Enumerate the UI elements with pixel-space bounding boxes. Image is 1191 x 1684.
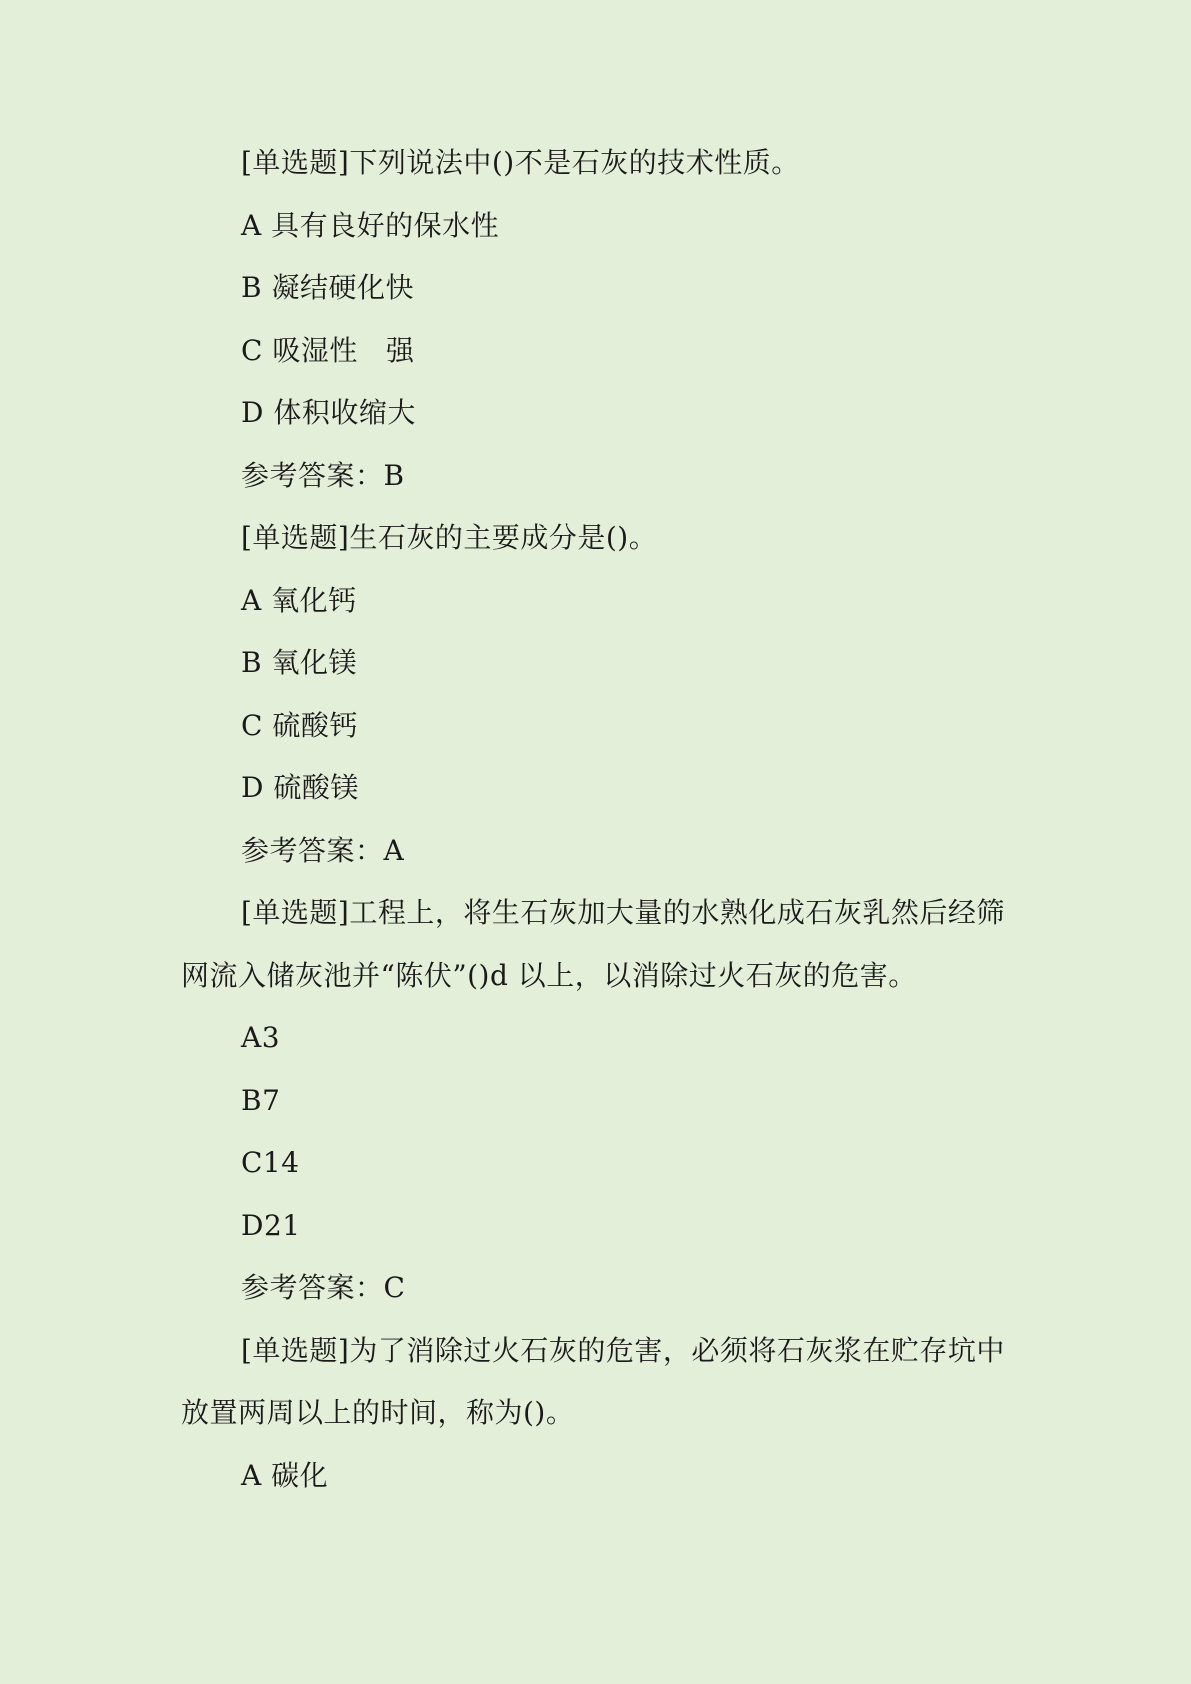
question-stem: [单选题]生石灰的主要成分是()。 — [241, 521, 658, 554]
option-item: B7 — [241, 1083, 281, 1117]
option-item: B 凝结硬化快 — [241, 271, 414, 304]
option-item: C 硫酸钙 — [241, 708, 358, 742]
option-item: A3 — [241, 1021, 281, 1054]
answer-line: 参考答案：C — [241, 1271, 406, 1304]
option-item: A 具有良好的保水性 — [241, 208, 500, 242]
answer-line: 参考答案：B — [241, 458, 405, 492]
option-item: A 氧化钙 — [241, 583, 357, 617]
option-item: C 吸湿性 强 — [241, 333, 415, 367]
option-item: A 碳化 — [241, 1458, 329, 1492]
option-item: B 氧化镁 — [241, 646, 357, 679]
answer-line: 参考答案：A — [241, 833, 405, 867]
option-item: D 体积收缩大 — [241, 396, 416, 429]
question-stem: [单选题]下列说法中()不是石灰的技术性质。 — [241, 146, 800, 179]
question-stem: [单选题]工程上，将生石灰加大量的水熟化成石灰乳然后经筛网流入储灰池并“陈伏”()d 以上，以消除过火石灰的危害。 — [181, 896, 1005, 992]
option-item: C14 — [241, 1146, 300, 1179]
question-stem: [单选题]为了消除过火石灰的危害，必须将石灰浆在贮存坑中放置两周以上的时间，称为()。 — [181, 1333, 1005, 1429]
document-page — [181, 132, 1011, 1507]
option-item: D 硫酸镁 — [241, 771, 359, 804]
option-item: D21 — [241, 1208, 301, 1242]
